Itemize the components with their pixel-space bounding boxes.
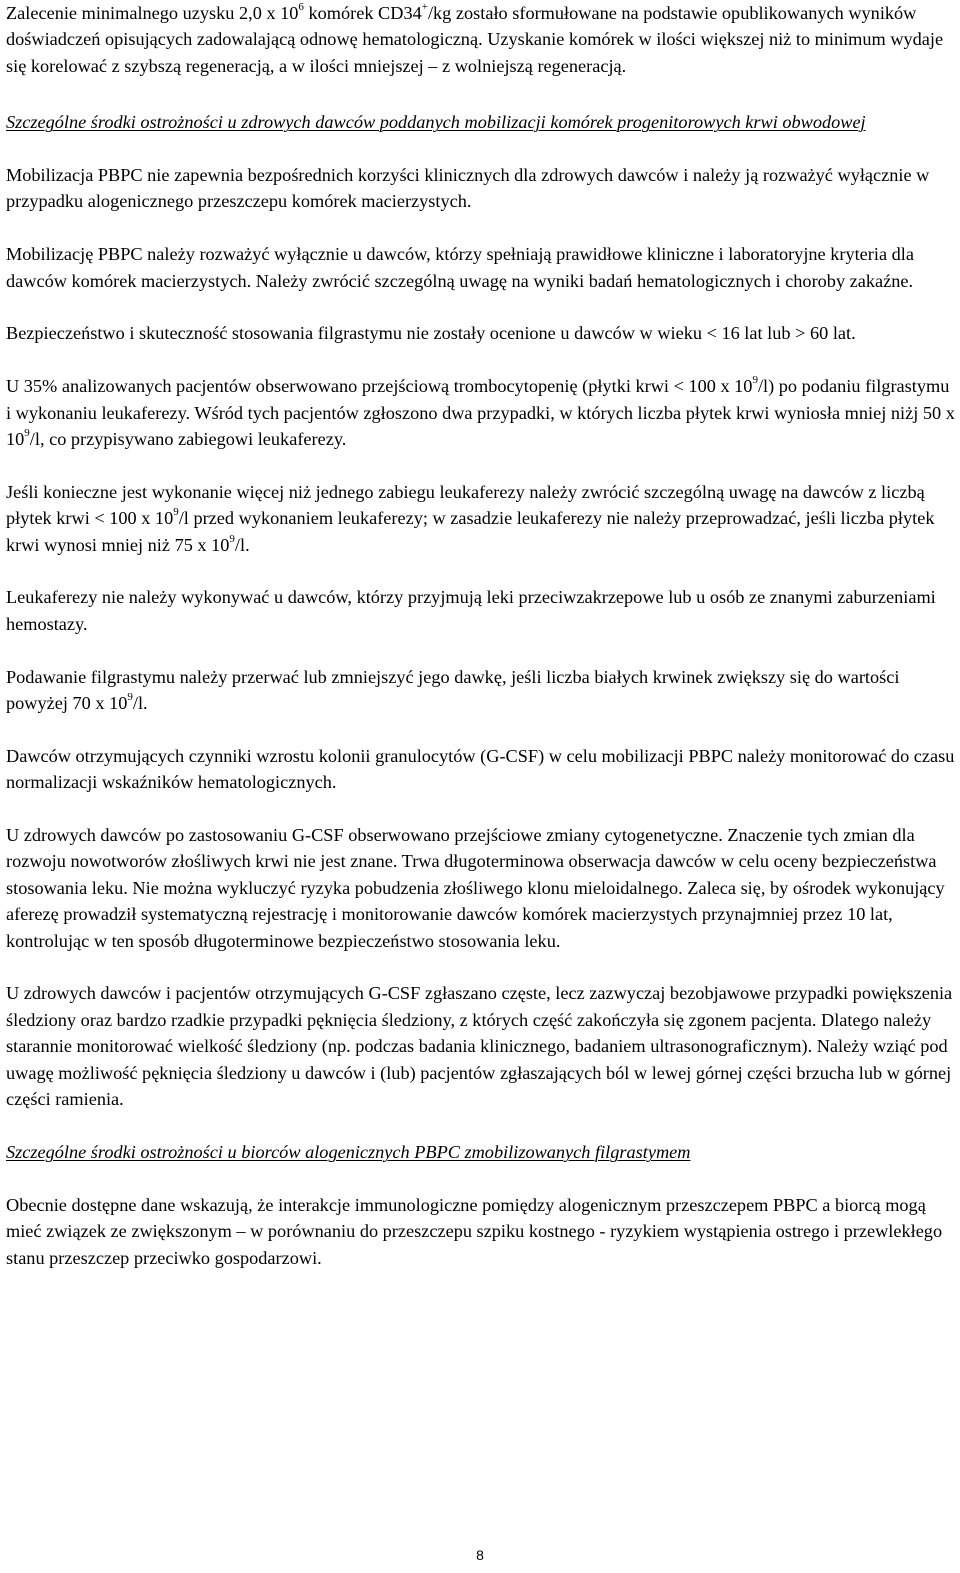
- paragraph-gvhd-risk: Obecnie dostępne dane wskazują, że interakcje immunologiczne pomiędzy alogenicznym przeszczepem PBPC a biorcą mogą mieć związek ze zwiększonym – w porównaniu do przeszczepu szpiku kostnego - ryzykiem wystąpienia ostrego i przewlekłego stanu przeszczep przeciwko gospodarzowi.: [6, 1194, 943, 1268]
- page-number: 8: [476, 1547, 484, 1563]
- superscript: 6: [298, 0, 304, 13]
- paragraph-age-safety: Bezpieczeństwo i skuteczność stosowania filgrastymu nie zostały ocenione u dawców w wieku < 16 lat lub > 60 lat.: [6, 323, 856, 344]
- text-segment: /l, co przypisywano zabiegowi leukaferezy.: [29, 429, 347, 450]
- paragraph-multiple-leukapheresis: [6, 479, 956, 558]
- section-heading-healthy-donors: Szczególne środki ostrożności u zdrowych dawców poddanych mobilizacji komórek progenitorowych krwi obwodowej: [6, 112, 866, 133]
- superscript: 9: [173, 506, 179, 519]
- paragraph-pbpc-no-benefit: Mobilizacja PBPC nie zapewnia bezpośrednich korzyści klinicznych dla zdrowych dawców i należy ją rozważyć wyłącznie w przypadku alogenicznego przeszczepu komórek macierzystych.: [6, 165, 930, 212]
- superscript: 9: [229, 532, 235, 545]
- paragraph-splenomegaly: U zdrowych dawców i pacjentów otrzymujących G-CSF zgłaszano częste, lecz zazwyczaj bezobjawowe przypadki powiększenia śledziony oraz bardzo rzadkie przypadki pęknięcia śledziony, z których część zakończyła się zgonem pacjenta. Dlatego należy starannie monitorować wielkość śledziony (np. podczas badania klinicznego, badaniem ultrasonograficznym). Należy wziąć pod uwagę możliwość pęknięcia śledziony u dawców i (lub) pacjentów zgłaszających ból w lewej górnej części brzucha lub w górnej części ramienia.: [6, 983, 953, 1110]
- paragraph-gcsf-monitoring: Dawców otrzymujących czynniki wzrostu kolonii granulocytów (G-CSF) w celu mobilizacji PBPC należy monitorować do czasu normalizacji wskaźników hematologicznych.: [6, 745, 955, 793]
- paragraph-wbc-limit: [6, 664, 956, 717]
- text-segment: /l) po podaniu filgrastymu i wykonaniu leukaferezy. Wśród tych pacjentów zgłoszono dwa przypadki, w których liczba płytek krwi wyniosła mniej niżj 50 x 10: [6, 376, 955, 450]
- text-segment: /l przed wykonaniem leukaferezy; w zasadzie leukaferezy nie należy przeprowadzać, jeśli liczba płytek krwi wynosi mniej niż 75 x 10: [6, 508, 935, 555]
- text-segment: komórek CD34: [303, 3, 422, 23]
- superscript: +: [421, 0, 428, 13]
- text-segment: /l.: [234, 534, 250, 555]
- document-page: [6, 0, 956, 1271]
- paragraph-cytogenetic-changes: U zdrowych dawców po zastosowaniu G-CSF obserwowano przejściowe zmiany cytogenetyczne. Znaczenie tych zmian dla rozwoju nowotworów złośliwych krwi nie jest znane. Trwa długoterminowa obserwacja dawców w celu oceny bezpieczeństwa stosowania leku. Nie można wykluczyć ryzyka pobudzenia złośliwego klonu mieloidalnego. Zaleca się, by ośrodek wykonujący aferezę prowadził systematyczną rejestrację i monitorowanie dawców komórek macierzystych przynajmniej przez 10 lat, kontrolując w ten sposób długoterminowe bezpieczeństwo stosowania leku.: [6, 825, 945, 951]
- paragraph-min-yield: [6, 0, 956, 79]
- text-segment: Jeśli konieczne jest wykonanie więcej niż jednego zabiegu leukaferezy należy zwrócić szczególną uwagę na dawców z liczbą płytek krwi < 100 x 10: [6, 481, 925, 529]
- text-segment: Zalecenie minimalnego uzysku 2,0 x 10: [6, 3, 299, 23]
- text-segment: U 35% analizowanych pacjentów obserwowano przejściową trombocytopenię (płytki krwi < 100 x 10: [6, 376, 753, 397]
- paragraph-pbpc-criteria: Mobilizację PBPC należy rozważyć wyłącznie u dawców, którzy spełniają prawidłowe kliniczne i laboratoryjne kryteria dla dawców komórek macierzystych. Należy zwrócić szczególną uwagę na wyniki badań hematologicznych i choroby zakaźne.: [6, 244, 914, 291]
- superscript: 9: [24, 426, 30, 439]
- text-segment: Podawanie filgrastymu należy przerwać lub zmniejszyć jego dawkę, jeśli liczba białych krwinek zwiększy się do wartości powyżej 70 x 10: [6, 666, 900, 714]
- text-segment: /kg zostało sformułowane na podstawie opublikowanych wyników doświadczeń opisujących zadowalającą odnowę hematologiczną. Uzyskanie komórek w ilości większej niż to minimum wydaje się korelować z szybszą regeneracją, a w ilości mniejszej – z wolniejszą regeneracją.: [6, 3, 944, 76]
- text-segment: /l.: [132, 693, 148, 714]
- paragraph-thrombocytopenia: [6, 373, 956, 452]
- section-heading-allogeneic-recipients: Szczególne środki ostrożności u biorców alogenicznych PBPC zmobilizowanych filgrastymem: [6, 1141, 691, 1162]
- superscript: 9: [127, 690, 133, 703]
- superscript: 9: [752, 374, 758, 387]
- paragraph-anticoagulants: Leukaferezy nie należy wykonywać u dawców, którzy przyjmują leki przeciwzakrzepowe lub u osób ze znanymi zaburzeniami hemostazy.: [6, 587, 936, 634]
